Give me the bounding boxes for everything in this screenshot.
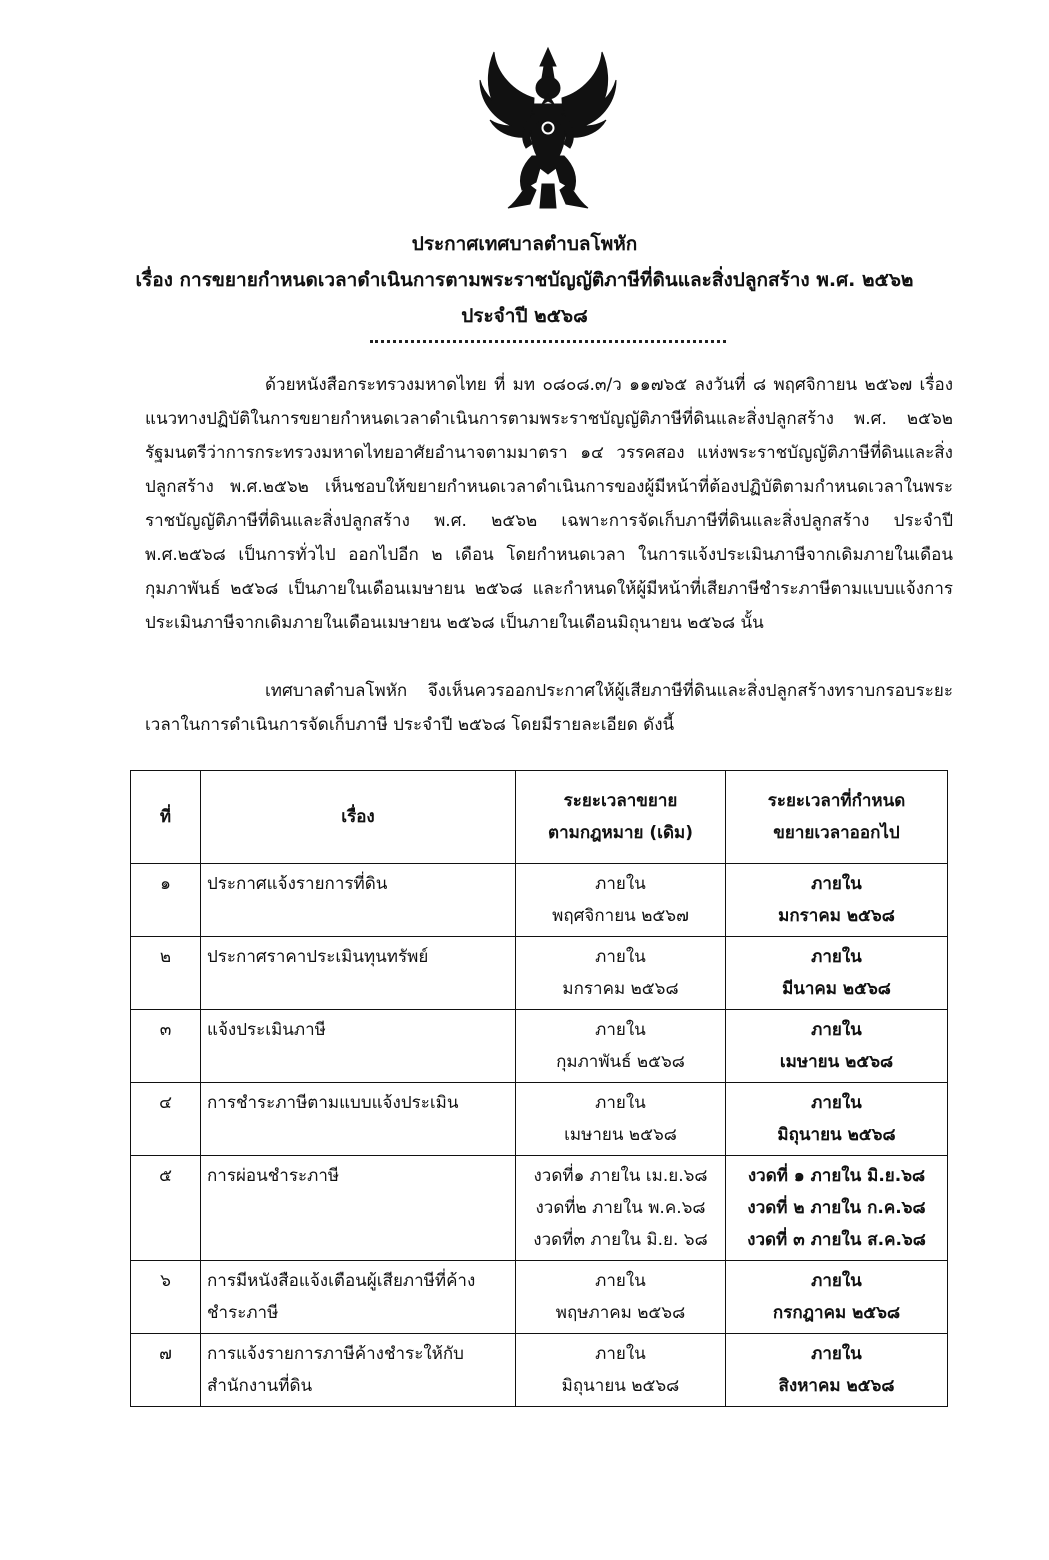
header-original-line: ตามกฎหมาย (เดิม) [548,823,693,843]
row-topic: ประกาศราคาประเมินทุนทรัพย์ [201,937,516,1010]
period-line: งวดที่๑ ภายใน เม.ย.๖๘ [533,1166,708,1186]
body-paragraph-1-text: ด้วยหนังสือกระทรวงมหาดไทย ที่ มท ๐๘๐๘.๓/ว ๑๑๗๖๕ ลงวันที่ ๘ พฤศจิกายน ๒๕๖๗ เรื่อง แนวทางปฏิบัติในการขยายกำหนดเวลาดำเนินการตามพระราชบัญญัติภาษีที่ดินและสิ่งปลูกสร้าง พ.ศ. ๒๕๖๒ รัฐมนตรีว่าการกระทรวงมหาดไทยอาศัยอำนาจตามมาตรา ๑๔ วรรคสอง แห่งพระราชบัญญัติภาษีที่ดินและสิ่งปลูกสร้าง พ.ศ.๒๕๖๒ เห็นชอบให้ขยายกำหนดเวลาดำเนินการของผู้มีหน้าที่ต้องปฏิบัติตามกำหนดเวลาในพระราชบัญญัติภาษีที่ดินและสิ่งปลูกสร้าง พ.ศ. ๒๕๖๒ เฉพาะการจัดเก็บภาษีที่ดินและสิ่งปลูกสร้าง ประจำปี พ.ศ.๒๕๖๘ เป็นการทั่วไป ออกไปอีก ๒ เดือน โดยกำหนดเวลา ในการแจ้งประเมินภาษีจากเดิมภายในเดือนกุมภาพันธ์ ๒๕๖๘ เป็นภายในเดือนเมษายน ๒๕๖๘ และกำหนดให้ผู้มีหน้าที่เสียภาษีชำระภาษีตามแบบแจ้งการประเมินภาษีจากเดิมภายในเดือนเมษายน ๒๕๖๘ เป็นภายในเดือนมิถุนายน ๒๕๖๘ นั้น [145,375,953,633]
period-line: ภายใน [811,1271,862,1291]
dotted-divider [370,340,726,343]
period-line: กุมภาพันธ์ ๒๕๖๘ [556,1052,685,1072]
announcement-year: ประจำปี ๒๕๖๘ [461,305,588,327]
row-original-period [516,1156,726,1261]
row-extended-period [726,1156,948,1261]
period-line: ภายใน [811,874,862,894]
table-row [131,937,948,1010]
period-line: มกราคม ๒๕๖๘ [562,979,679,999]
row-no: ๖ [131,1261,201,1334]
header-extended-line: ขยายเวลาออกไป [773,823,900,843]
table-row [131,1083,948,1156]
header-no: ที่ [131,771,201,864]
row-no: ๕ [131,1156,201,1261]
period-line: กรกฎาคม ๒๕๖๘ [772,1303,901,1323]
table-row [131,1010,948,1083]
period-line: ภายใน [595,947,646,967]
row-no: ๗ [131,1334,201,1407]
row-no: ๒ [131,937,201,1010]
table-row [131,864,948,937]
row-extended-period [726,1334,948,1407]
period-line: มกราคม ๒๕๖๘ [778,906,895,926]
period-line: ภายใน [595,1020,646,1040]
table-row [131,1261,948,1334]
period-line: ภายใน [811,1344,862,1364]
period-line: พฤศจิกายน ๒๕๖๗ [552,906,689,926]
period-line: เมษายน ๒๕๖๘ [564,1125,677,1145]
period-line: งวดที่๒ ภายใน พ.ค.๖๘ [535,1198,706,1218]
period-line: งวดที่ ๓ ภายใน ส.ค.๖๘ [747,1230,926,1250]
row-extended-period [726,1010,948,1083]
period-line: มิถุนายน ๒๕๖๘ [777,1125,896,1145]
header-extended-line: ระยะเวลาที่กำหนด [767,791,906,811]
period-line: ภายใน [595,1344,646,1364]
row-original-period [516,864,726,937]
announcement-subject: เรื่อง การขยายกำหนดเวลาดำเนินการตามพระราชบัญญัติภาษีที่ดินและสิ่งปลูกสร้าง พ.ศ. ๒๕๖๒ [135,269,914,291]
row-topic: การชำระภาษีตามแบบแจ้งประเมิน [201,1083,516,1156]
period-line: สิงหาคม ๒๕๖๘ [778,1376,895,1396]
row-original-period [516,1334,726,1407]
period-line: มีนาคม ๒๕๖๘ [782,979,891,999]
row-topic: การมีหนังสือแจ้งเตือนผู้เสียภาษีที่ค้างชำระภาษี [201,1261,516,1334]
body-paragraph-2-text: เทศบาลตำบลโพหัก จึงเห็นควรออกประกาศให้ผู้เสียภาษีที่ดินและสิ่งปลูกสร้างทราบกรอบระยะเวลาในการดำเนินการจัดเก็บภาษี ประจำปี ๒๕๖๘ โดยมีรายละเอียด ดังนี้ [145,681,953,735]
period-line: งวดที่๓ ภายใน มิ.ย. ๖๘ [533,1230,708,1250]
row-original-period [516,1261,726,1334]
row-original-period [516,937,726,1010]
period-line: มิถุนายน ๒๕๖๘ [561,1376,680,1396]
period-line: เมษายน ๒๕๖๘ [779,1052,894,1072]
body-paragraph-2 [145,674,953,742]
row-extended-period [726,1083,948,1156]
row-original-period [516,1010,726,1083]
period-line: ภายใน [595,1271,646,1291]
period-line: ภายใน [811,1093,862,1113]
table-row [131,1334,948,1407]
body-paragraph-1 [145,368,953,640]
row-topic: การแจ้งรายการภาษีค้างชำระให้กับสำนักงานที่ดิน [201,1334,516,1407]
period-line: ภายใน [595,874,646,894]
row-no: ๑ [131,864,201,937]
row-extended-period [726,937,948,1010]
period-line: งวดที่ ๒ ภายใน ก.ค.๖๘ [747,1198,926,1218]
row-no: ๔ [131,1083,201,1156]
header-original-period [516,771,726,864]
schedule-table [130,770,948,1407]
row-original-period [516,1083,726,1156]
table-header-row [131,771,948,864]
period-line: งวดที่ ๑ ภายใน มิ.ย.๖๘ [747,1166,926,1186]
period-line: ภายใน [811,947,862,967]
row-topic: ประกาศแจ้งรายการที่ดิน [201,864,516,937]
header-original-line: ระยะเวลาขยาย [563,791,678,811]
announcement-title: ประกาศเทศบาลตำบลโพหัก [411,233,638,255]
table-row [131,1156,948,1261]
row-extended-period [726,1261,948,1334]
row-extended-period [726,864,948,937]
row-no: ๓ [131,1010,201,1083]
header-topic: เรื่อง [201,771,516,864]
row-topic: การผ่อนชำระภาษี [201,1156,516,1261]
period-line: ภายใน [811,1020,862,1040]
garuda-emblem-icon [478,44,618,214]
header-extended-period [726,771,948,864]
period-line: พฤษภาคม ๒๕๖๘ [555,1303,686,1323]
period-line: ภายใน [595,1093,646,1113]
row-topic: แจ้งประเมินภาษี [201,1010,516,1083]
